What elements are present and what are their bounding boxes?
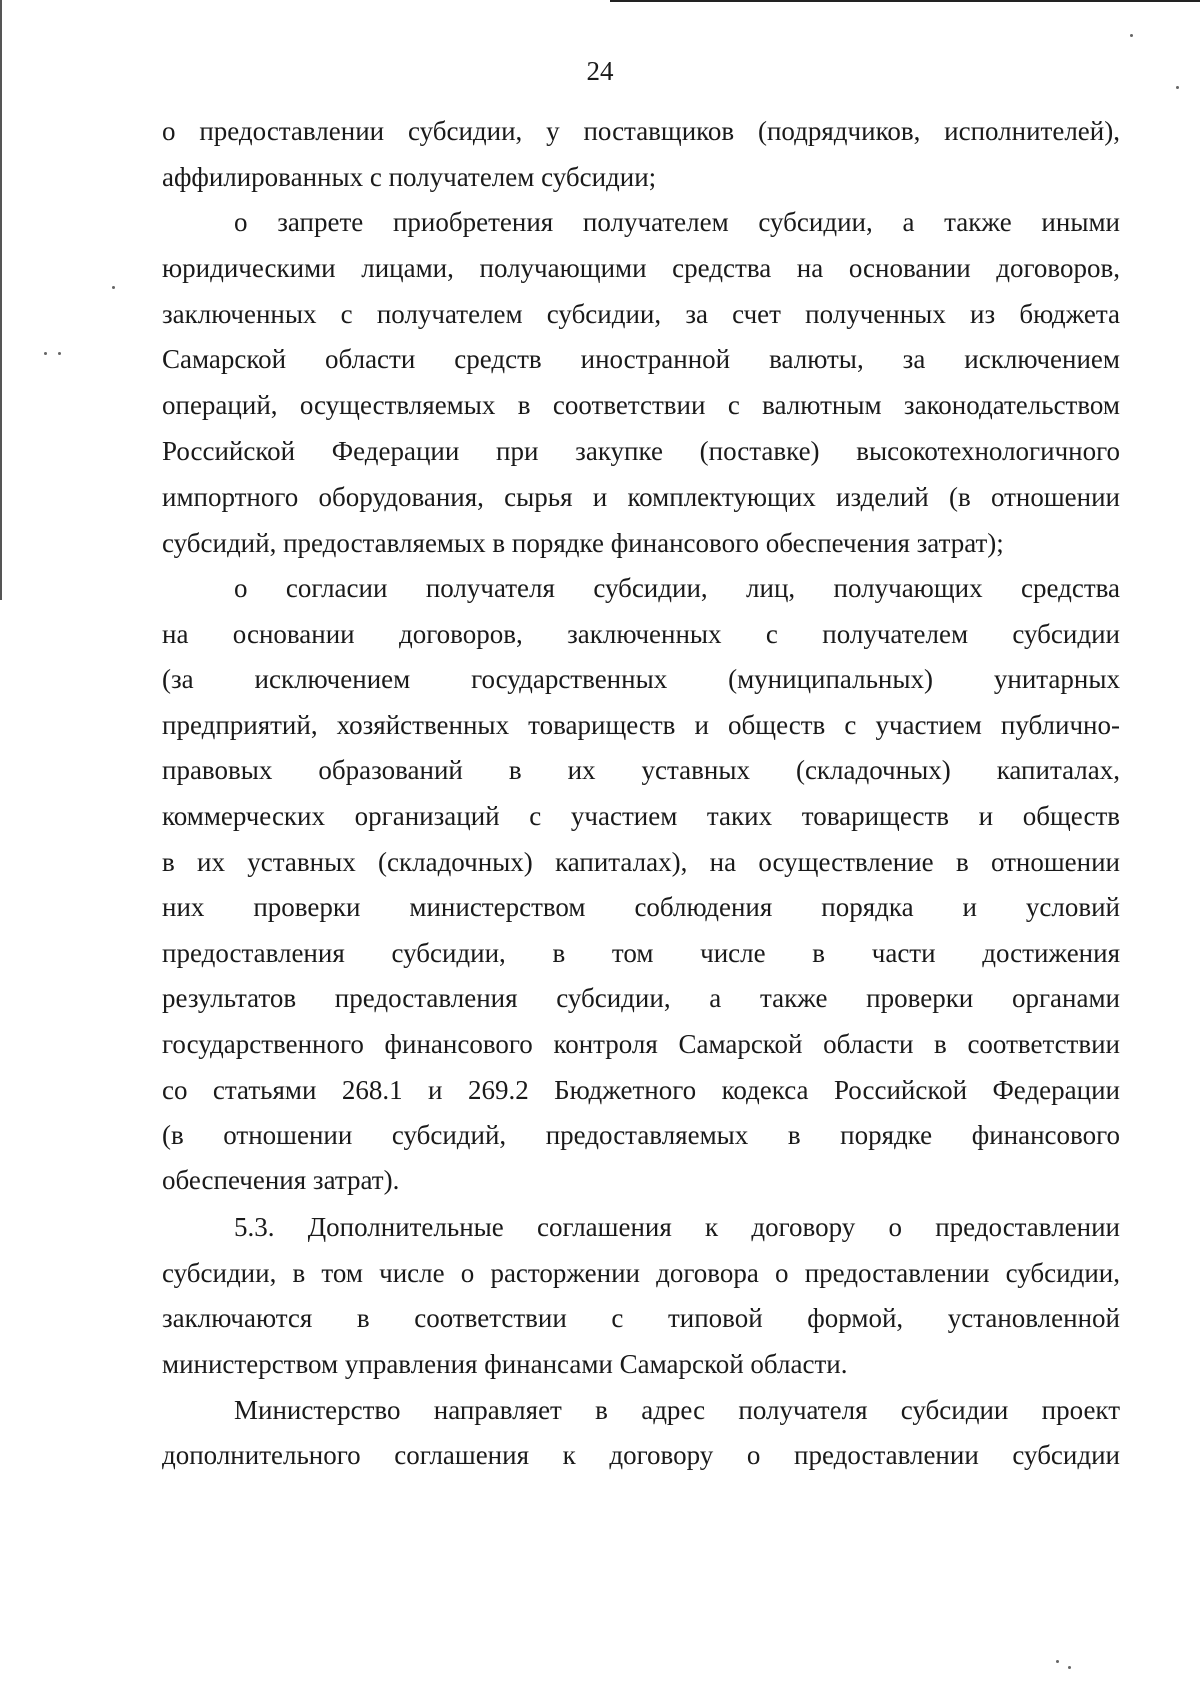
- text-line: (в отношении субсидий, предоставляемых в порядке финансового: [162, 1120, 1120, 1150]
- scan-speck: [44, 352, 47, 355]
- text-line: о предоставлении субсидии, у поставщиков (подрядчиков, исполнителей),: [162, 116, 1120, 146]
- text-line: аффилированных с получателем субсидии;: [162, 162, 657, 192]
- scan-speck: [1130, 34, 1133, 37]
- scan-left-edge: [0, 0, 2, 600]
- text-line: Российской Федерации при закупке (поставке) высокотехнологичного: [162, 436, 1120, 466]
- scan-speck: [58, 352, 61, 355]
- text-line: предоставления субсидии, в том числе в части достижения: [162, 938, 1120, 968]
- text-line: министерством управления финансами Самарской области.: [162, 1349, 848, 1379]
- text-line: о согласии получателя субсидии, лиц, получающих средства: [234, 573, 1120, 603]
- text-line: них проверки министерством соблюдения порядка и условий: [162, 892, 1120, 922]
- scan-speck: [1056, 1660, 1059, 1663]
- text-line: в их уставных (складочных) капиталах), на осуществление в отношении: [162, 847, 1120, 877]
- text-line: обеспечения затрат).: [162, 1165, 400, 1195]
- text-line: импортного оборудования, сырья и комплектующих изделий (в отношении: [162, 482, 1120, 512]
- scan-top-edge: [610, 0, 1200, 2]
- scan-speck: [1068, 1666, 1071, 1669]
- text-line: государственного финансового контроля Самарской области в соответствии: [162, 1029, 1120, 1059]
- text-line: коммерческих организаций с участием таких товариществ и обществ: [162, 801, 1120, 831]
- text-line: Самарской области средств иностранной валюты, за исключением: [162, 344, 1120, 374]
- text-line: на основании договоров, заключенных с получателем субсидии: [162, 619, 1120, 649]
- text-line: субсидий, предоставляемых в порядке финансового обеспечения затрат);: [162, 528, 1004, 558]
- text-line: дополнительного соглашения к договору о предоставлении субсидии: [162, 1440, 1120, 1470]
- text-line: субсидии, в том числе о расторжении договора о предоставлении субсидии,: [162, 1258, 1120, 1288]
- text-line: заключенных с получателем субсидии, за счет полученных из бюджета: [162, 299, 1120, 329]
- text-line: Министерство направляет в адрес получателя субсидии проект: [234, 1395, 1120, 1425]
- text-line: 5.3. Дополнительные соглашения к договору о предоставлении: [234, 1212, 1120, 1242]
- text-line: о запрете приобретения получателем субсидии, а также иными: [234, 207, 1120, 237]
- text-line: правовых образований в их уставных (складочных) капиталах,: [162, 755, 1120, 785]
- text-line: предприятий, хозяйственных товариществ и обществ с участием публично-: [162, 710, 1120, 740]
- text-line: со статьями 268.1 и 269.2 Бюджетного кодекса Российской Федерации: [162, 1075, 1120, 1105]
- text-line: (за исключением государственных (муниципальных) унитарных: [162, 664, 1120, 694]
- page-number: 24: [586, 56, 614, 86]
- text-line: заключаются в соответствии с типовой формой, установленной: [162, 1303, 1120, 1333]
- scan-speck: [112, 286, 115, 289]
- text-line: юридическими лицами, получающими средства на основании договоров,: [162, 253, 1120, 283]
- text-line: операций, осуществляемых в соответствии с валютным законодательством: [162, 390, 1120, 420]
- text-line: результатов предоставления субсидии, а также проверки органами: [162, 983, 1120, 1013]
